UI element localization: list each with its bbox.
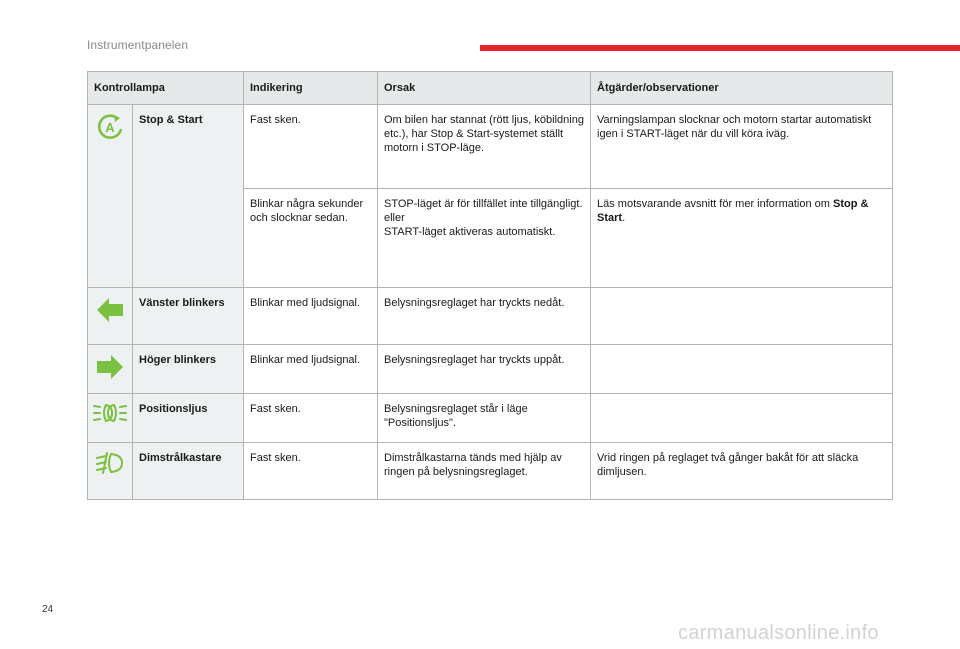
lamp-icon-cell	[88, 345, 133, 394]
svg-text:A: A	[105, 120, 115, 135]
cause-cell	[378, 189, 591, 288]
cause-line: START-läget aktiveras automatiskt.	[384, 226, 556, 238]
lamp-icon-cell	[88, 443, 133, 500]
cause-cell: Belysningsreglaget har tryckts uppåt.	[378, 345, 591, 394]
column-header-lamp: Kontrollampa	[88, 72, 244, 105]
action-cell: Varningslampan slocknar och motorn startar automatiskt igen i START-läget när du vill köra iväg.	[591, 105, 893, 189]
dipped-beam-icon	[95, 451, 125, 479]
lamp-name: Stop & Start	[133, 105, 244, 288]
action-text: Läs motsvarande avsnitt för mer information om	[597, 198, 833, 210]
page-number: 24	[42, 604, 54, 615]
indication-cell: Fast sken.	[244, 105, 378, 189]
lamp-icon-cell	[88, 105, 133, 288]
column-header-cause: Orsak	[378, 72, 591, 105]
lamp-icon-cell	[88, 288, 133, 345]
lamp-name: Vänster blinkers	[133, 288, 244, 345]
lamp-name: Höger blinkers	[133, 345, 244, 394]
table-row	[88, 105, 893, 189]
action-cell	[591, 288, 893, 345]
cause-cell: Belysningsreglaget står i läge "Positionsljus".	[378, 394, 591, 443]
stop-start-icon	[95, 113, 125, 145]
indication-cell: Blinkar med ljudsignal.	[244, 345, 378, 394]
action-cell	[591, 345, 893, 394]
lamp-name: Dimstrålkastare	[133, 443, 244, 500]
action-cell	[591, 189, 893, 288]
table-row	[88, 288, 893, 345]
column-header-indication: Indikering	[244, 72, 378, 105]
section-title: Instrumentpanelen	[87, 38, 189, 52]
cause-cell: Om bilen har stannat (rött ljus, köbildning etc.), har Stop & Start-systemet ställt motorn i STOP-läge.	[378, 105, 591, 189]
lamp-icon-cell	[88, 394, 133, 443]
watermark: carmanualsonline.info	[678, 622, 879, 644]
cause-cell: Dimstrålkastarna tänds med hjälp av ringen på belysningsreglaget.	[378, 443, 591, 500]
stop-start-reference: Stop & Start	[597, 198, 869, 224]
table-row	[88, 443, 893, 500]
lamp-name: Positionsljus	[133, 394, 244, 443]
left-turn-signal-icon	[95, 296, 125, 328]
indication-cell: Fast sken.	[244, 443, 378, 500]
table-row	[88, 345, 893, 394]
accent-bar	[480, 45, 960, 51]
column-header-action: Åtgärder/observationer	[591, 72, 893, 105]
indication-cell: Fast sken.	[244, 394, 378, 443]
right-turn-signal-icon	[95, 353, 125, 385]
table-row	[88, 394, 893, 443]
action-cell: Vrid ringen på reglaget två gånger bakåt för att släcka dimljusen.	[591, 443, 893, 500]
warning-lamp-table	[87, 71, 893, 500]
action-cell	[591, 394, 893, 443]
cause-line: STOP-läget är för tillfället inte tillgängligt.	[384, 198, 583, 210]
position-lights-icon	[93, 402, 127, 428]
indication-cell: Blinkar med ljudsignal.	[244, 288, 378, 345]
indication-cell: Blinkar några sekunder och slocknar sedan.	[244, 189, 378, 288]
cause-cell: Belysningsreglaget har tryckts nedåt.	[378, 288, 591, 345]
action-text-suffix: .	[622, 212, 626, 224]
cause-line: eller	[384, 212, 405, 224]
table-header-row	[88, 72, 893, 105]
